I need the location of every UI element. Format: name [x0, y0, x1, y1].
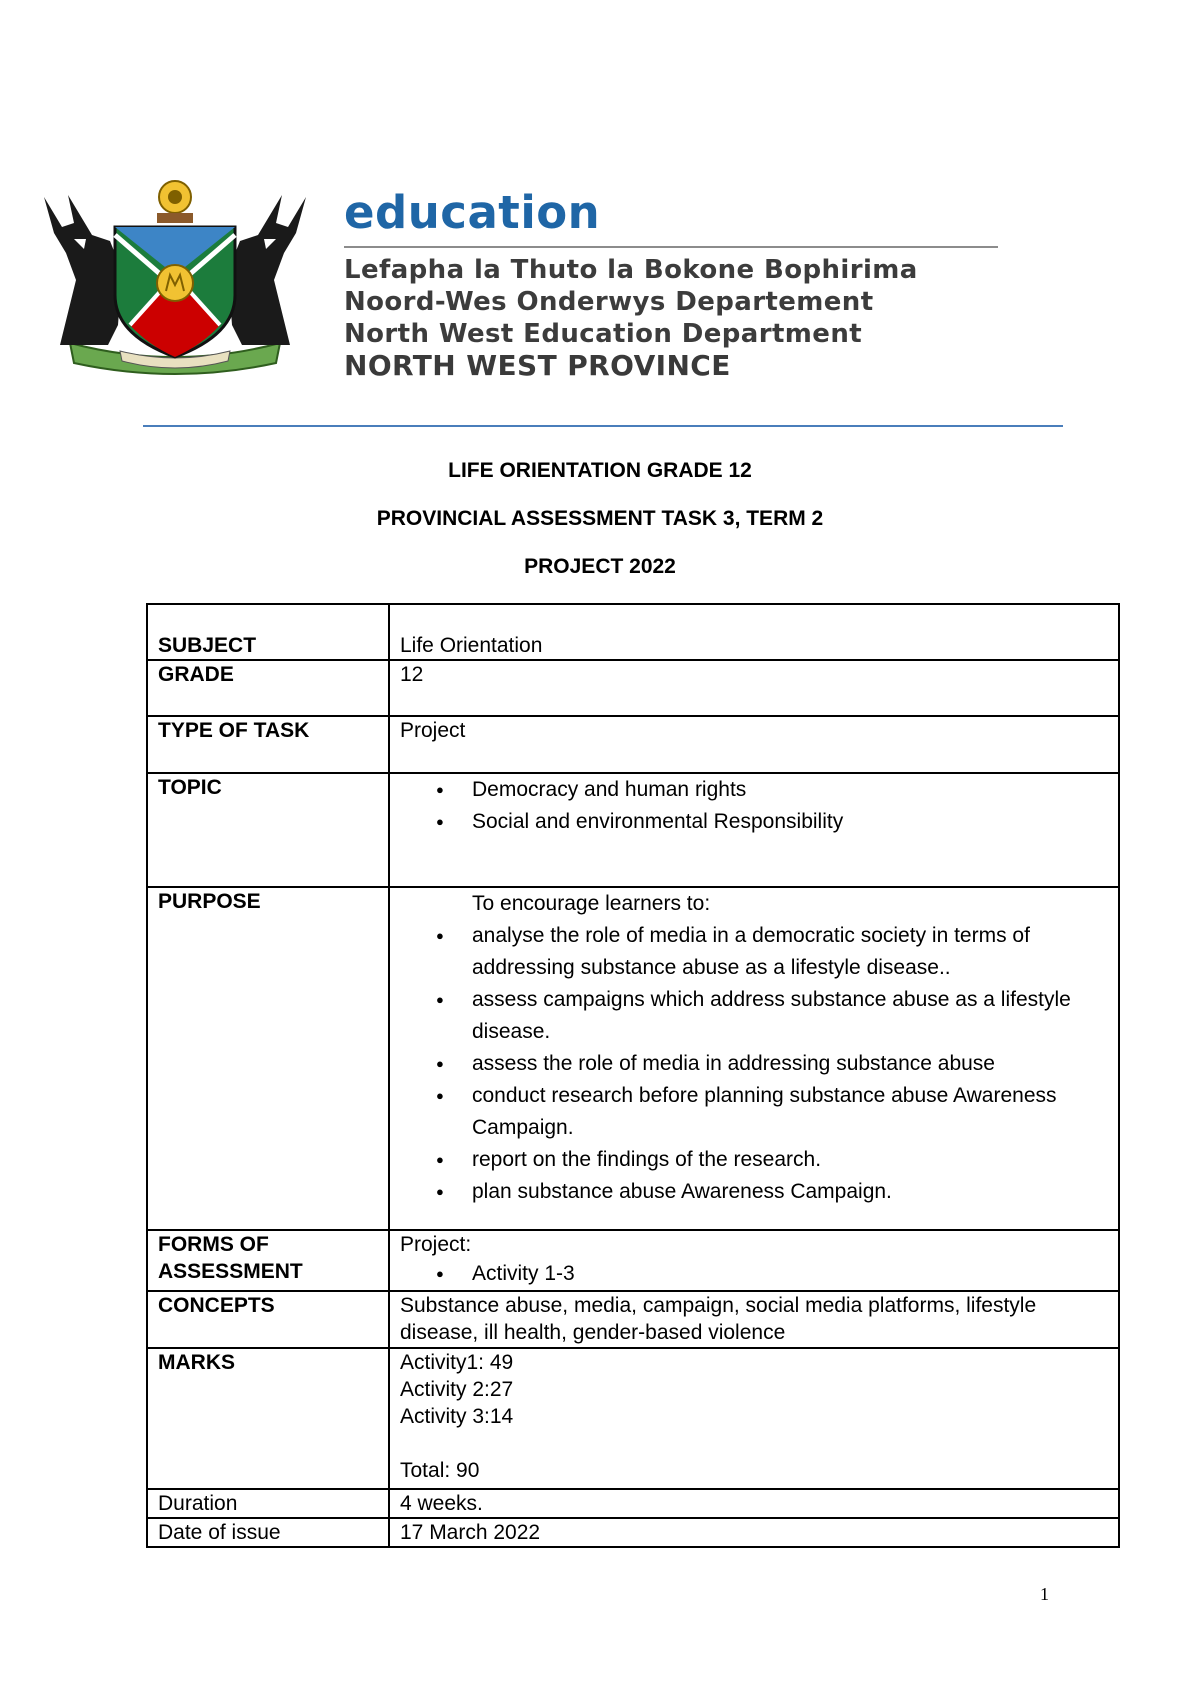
type-label: TYPE OF TASK: [147, 716, 389, 773]
grade-value: 12: [389, 660, 1119, 716]
document-subtitle: PROVINCIAL ASSESSMENT TASK 3, TERM 2: [376, 507, 824, 530]
duration-label: Duration: [147, 1489, 389, 1518]
topic-value: [389, 773, 1119, 887]
forms-value-text: Project:: [400, 1233, 472, 1256]
department-letterhead: [344, 188, 1004, 382]
document-project-year: PROJECT 2022: [524, 555, 676, 578]
list-item: ● Activity 1-3: [472, 1258, 1108, 1290]
marks-activity-3: Activity 3:14: [400, 1405, 514, 1428]
coat-of-arms-icon: [30, 175, 320, 385]
subject-label: SUBJECT: [147, 604, 389, 660]
marks-value: [389, 1348, 1119, 1489]
list-item: ● assess the role of media in addressing substance abuse: [472, 1048, 1108, 1080]
issue-date-value: 17 March 2022: [389, 1518, 1119, 1547]
concepts-label: CONCEPTS: [147, 1291, 389, 1348]
list-item: ● analyse the role of media in a democratic society in terms of addressing substance abuse as a lifestyle disease..: [472, 920, 1108, 984]
document-titles: [0, 459, 1200, 603]
purpose-value: [389, 887, 1119, 1230]
table-row-purpose: [147, 887, 1119, 1230]
topic-label: TOPIC: [147, 773, 389, 887]
marks-activity-2: Activity 2:27: [400, 1378, 514, 1401]
department-name-tswana: Lefapha la Thuto la Bokone Bophirima: [344, 255, 918, 285]
table-row-marks: [147, 1348, 1119, 1489]
table-row-subject: [147, 604, 1119, 660]
subject-value: Life Orientation: [389, 604, 1119, 660]
forms-label-line1: FORMS OF: [158, 1233, 269, 1256]
table-row-forms: [147, 1230, 1119, 1291]
list-item: ● Social and environmental Responsibility: [472, 806, 1108, 838]
education-brand: education: [344, 186, 601, 239]
table-row-concepts: [147, 1291, 1119, 1348]
department-name-afrikaans: Noord-Wes Onderwys Departement: [344, 287, 874, 317]
purpose-intro: To encourage learners to:: [472, 892, 711, 915]
province-name: NORTH WEST PROVINCE: [344, 349, 731, 382]
duration-value: 4 weeks.: [389, 1489, 1119, 1518]
department-name-english: North West Education Department: [344, 319, 863, 349]
purpose-label: PURPOSE: [147, 887, 389, 1230]
marks-label: MARKS: [147, 1348, 389, 1489]
table-row-grade: [147, 660, 1119, 716]
document-title: LIFE ORIENTATION GRADE 12: [448, 459, 752, 482]
type-value: Project: [389, 716, 1119, 773]
forms-value: [389, 1230, 1119, 1291]
table-row-topic: [147, 773, 1119, 887]
grade-label: GRADE: [147, 660, 389, 716]
list-item: ● conduct research before planning substance abuse Awareness Campaign.: [472, 1080, 1108, 1144]
header-divider: [143, 425, 1063, 427]
marks-activity-1: Activity1: 49: [400, 1351, 514, 1374]
letterhead-rule: [344, 246, 998, 248]
forms-label: [147, 1230, 389, 1291]
forms-label-line2: ASSESSMENT: [158, 1260, 303, 1283]
table-row-issue-date: [147, 1518, 1119, 1547]
marks-total: Total: 90: [400, 1459, 480, 1482]
table-row-duration: [147, 1489, 1119, 1518]
concepts-value: Substance abuse, media, campaign, social media platforms, lifestyle disease, ill health, gender-based violence: [389, 1291, 1119, 1348]
list-item: ● Democracy and human rights: [472, 774, 1108, 806]
list-item: ● report on the findings of the research.: [472, 1144, 1108, 1176]
page-number: 1: [1040, 1584, 1049, 1604]
marks-spacer: [400, 1430, 1108, 1457]
list-item: ● assess campaigns which address substance abuse as a lifestyle disease.: [472, 984, 1108, 1048]
issue-date-label: Date of issue: [147, 1518, 389, 1547]
task-info-table: [146, 603, 1120, 1548]
table-row-type: [147, 716, 1119, 773]
list-item: ● plan substance abuse Awareness Campaign.: [472, 1176, 1108, 1208]
